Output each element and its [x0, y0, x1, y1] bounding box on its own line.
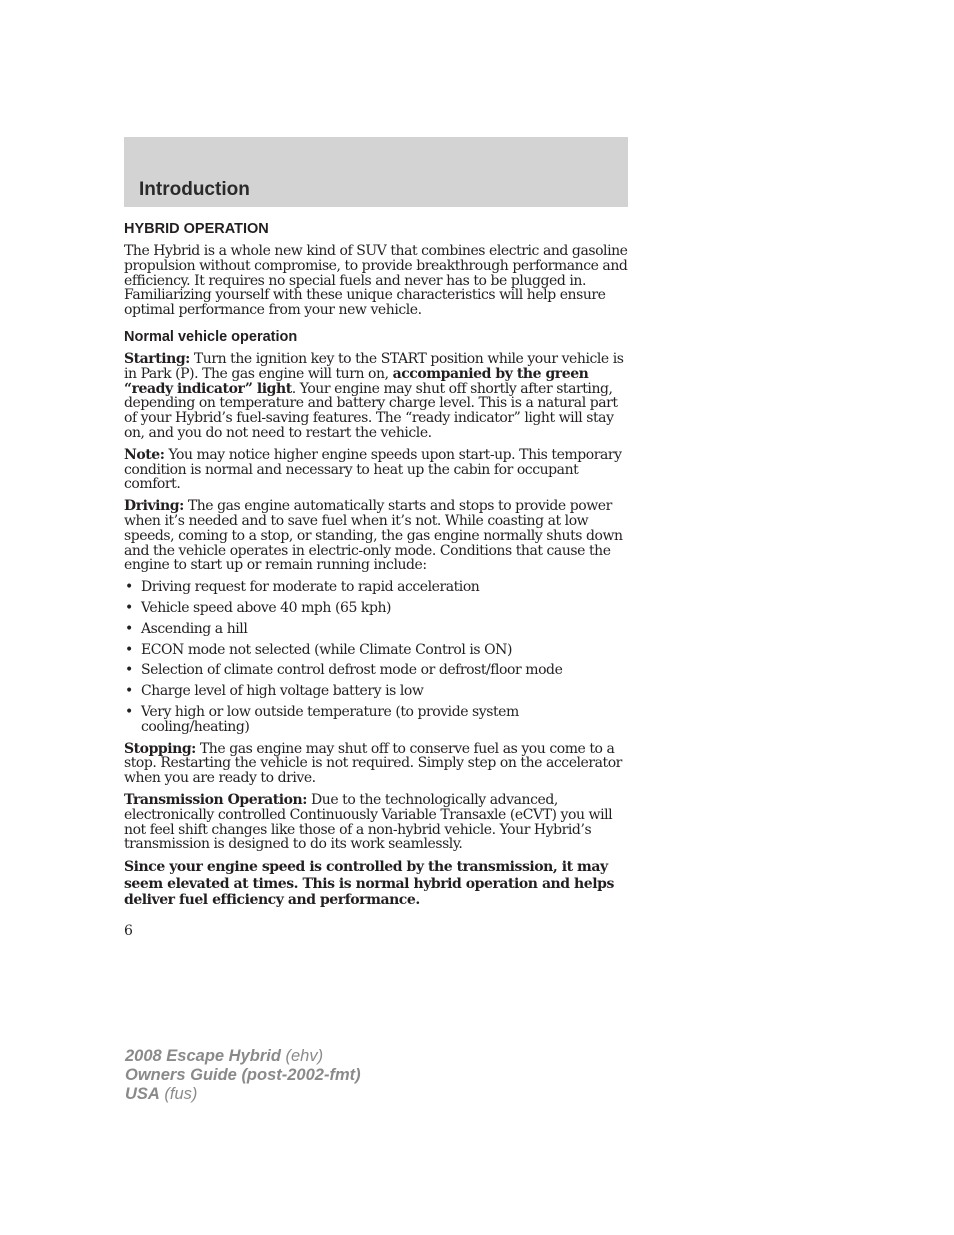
list-item-text: Charge level of high voltage battery is low: [141, 683, 424, 700]
starting-label: Starting:: [124, 350, 190, 367]
bullet-icon: •: [125, 662, 133, 679]
bullet-icon: •: [125, 620, 133, 637]
footer-guide: Owners Guide (post-2002-fmt): [125, 1066, 361, 1084]
list-item: [124, 684, 630, 699]
document-footer: [125, 1047, 361, 1104]
list-item-text: Driving request for moderate to rapid acceleration: [141, 579, 480, 596]
note-paragraph: [124, 448, 630, 492]
footer-model-code: (ehv): [280, 1047, 324, 1065]
section-title: HYBRID OPERATION: [124, 221, 269, 237]
transmission-label: Transmission Operation:: [124, 791, 307, 808]
footer-line-1: [125, 1047, 361, 1066]
footer-model: 2008 Escape Hybrid: [125, 1047, 281, 1065]
driving-text: The gas engine automatically starts and stops to provide power when it’s needed and to save fuel when it’s not. While coasting at low speeds, coming to a stop, or standing, the gas engine normally shuts down and the vehicle operates in electric-only mode. Conditions that cause the engine to start up or remain running include:: [124, 498, 623, 574]
footer-line-3: [125, 1085, 361, 1104]
starting-text-1: Turn the ignition key to the START position while your vehicle is in Park (P). The gas engine will turn on,: [124, 350, 624, 382]
list-item: [124, 601, 630, 616]
footer-market-code: (fus): [159, 1085, 198, 1103]
warning-paragraph: Since your engine speed is controlled by the transmission, it may seem elevated at times. This is normal hybrid operation and helps deliver fuel efficiency and performance.: [124, 859, 614, 909]
list-item: [124, 622, 630, 637]
note-label: Note:: [124, 446, 165, 463]
transmission-text: Due to the technologically advanced, electronically controlled Continuously Variable Transaxle (eCVT) you will not feel shift changes like those of a non-hybrid vehicle. Your Hybrid’s transmission is designed to do its work seamlessly.: [124, 791, 613, 853]
intro-paragraph: The Hybrid is a whole new kind of SUV that combines electric and gasoline propulsion without compromise, to provide breakthrough performance and efficiency. It requires no special fuels and never has to be plugged in. Familiarizing yourself with these unique characteristics will help ensure optimal performance from your new vehicle.: [124, 243, 628, 319]
chapter-title: Introduction: [139, 179, 250, 200]
stopping-label: Stopping:: [124, 740, 196, 757]
footer-line-2: [125, 1066, 361, 1085]
list-item: [124, 705, 630, 735]
transmission-paragraph: [124, 793, 630, 852]
bullet-icon: •: [125, 683, 133, 700]
list-item: [124, 663, 630, 678]
list-item-text: Very high or low outside temperature (to provide system cooling/heating): [141, 703, 519, 735]
list-item-text: Vehicle speed above 40 mph (65 kph): [141, 599, 392, 616]
note-text: You may notice higher engine speeds upon start-up. This temporary condition is normal and necessary to heat up the cabin for occupant comfort.: [124, 446, 622, 493]
bullet-icon: •: [125, 703, 133, 720]
list-item: [124, 643, 630, 658]
bullet-icon: •: [125, 579, 133, 596]
driving-paragraph: [124, 499, 630, 573]
starting-text-2: . Your engine may shut off shortly after starting, depending on temperature and battery charge level. This is a natural part of your Hybrid’s fuel-saving features. The “ready indicator” light will stay on, and you do not need to restart the vehicle.: [124, 380, 618, 441]
starting-bold-text: accompanied by the green “ready indicator” light: [124, 365, 589, 397]
bullet-icon: •: [125, 599, 133, 616]
list-item-text: Selection of climate control defrost mode or defrost/floor mode: [141, 662, 563, 679]
subsection-title: Normal vehicle operation: [124, 328, 298, 345]
list-item: [124, 580, 630, 595]
bullet-icon: •: [125, 641, 133, 658]
driving-label: Driving:: [124, 498, 184, 515]
page-number: 6: [124, 922, 133, 939]
stopping-paragraph: [124, 742, 630, 786]
chapter-header-band: [124, 137, 628, 207]
page-content: [124, 220, 630, 938]
list-item-text: Ascending a hill: [141, 620, 248, 637]
stopping-text: The gas engine may shut off to conserve fuel as you come to a stop. Restarting the vehicle is not required. Simply step on the accelerator when you are ready to drive.: [124, 740, 622, 787]
starting-paragraph: [124, 352, 630, 441]
footer-market: USA: [125, 1085, 160, 1103]
conditions-list: [124, 580, 630, 734]
list-item-text: ECON mode not selected (while Climate Control is ON): [141, 641, 512, 658]
